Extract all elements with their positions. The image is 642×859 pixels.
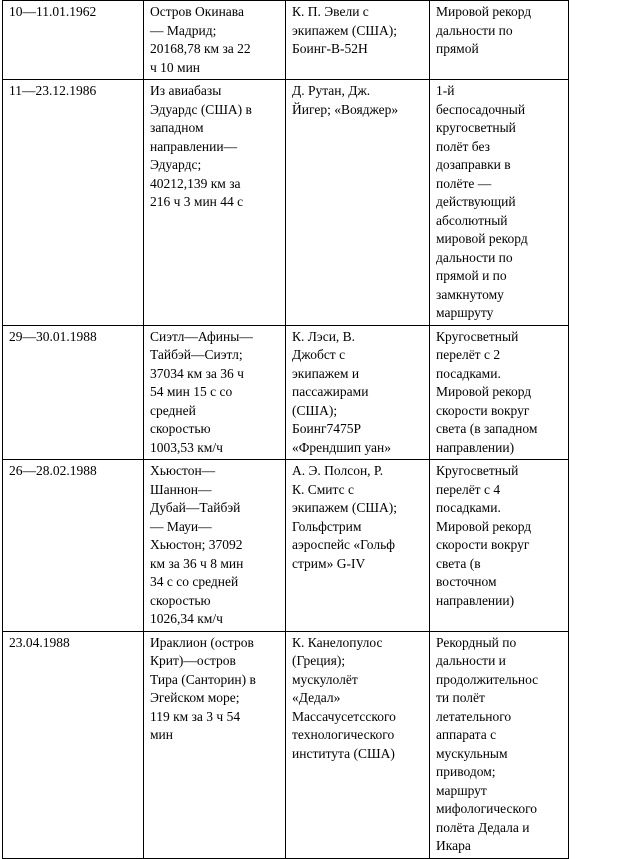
route-cell: [144, 460, 286, 632]
description-text: Рекордный по дальности и продолжительнос ти полёт летательного аппарата с мускульным приводом; маршрут мифологического полёта Дедала и Икара: [436, 634, 539, 853]
date-cell: [3, 80, 144, 326]
records-table: [2, 0, 569, 859]
crew-text: К. Канелопулос (Греция); мускулолёт «Дедал» Массачусетсского технологического института (США): [292, 634, 396, 761]
date-cell: [3, 631, 144, 858]
route-cell: [144, 325, 286, 460]
date-text: 23.04.1988: [9, 634, 70, 650]
route-cell: [144, 1, 286, 80]
description-text: Мировой рекорд дальности по прямой: [436, 4, 532, 56]
crew-text: Д. Рутан, Дж. Йигер; «Вояджер»: [292, 83, 399, 117]
crew-cell: [286, 460, 430, 632]
crew-text: К. П. Эвели с экипажем (США); Боинг-В-52Н: [292, 4, 397, 56]
description-text: Кругосветный перелёт с 4 посадками. Мировой рекорд скорости вокруг света (в восточном направлении): [436, 463, 532, 608]
route-cell: [144, 80, 286, 326]
crew-cell: [286, 1, 430, 80]
crew-cell: [286, 631, 430, 858]
date-cell: [3, 1, 144, 80]
date-cell: [3, 325, 144, 460]
route-cell: [144, 631, 286, 858]
date-text: 11—23.12.1986: [9, 83, 97, 98]
table-row: [3, 631, 569, 858]
description-cell: [430, 325, 569, 460]
table-row: [3, 460, 569, 632]
description-text: 1-й беспосадочный кругосветный полёт без дозаправки в полёте — действующий абсолютный мировой рекорд дальности по прямой и по замкнутому маршруту: [436, 83, 528, 320]
date-text: 26—28.02.1988: [9, 463, 97, 478]
description-cell: [430, 1, 569, 80]
route-text: Хьюстон— Шаннон— Дубай—Тайбэй — Мауи— Хьюстон; 37092 км за 36 ч 8 мин 34 с со средней скоростью 1026,34 км/ч: [150, 463, 244, 626]
crew-cell: [286, 80, 430, 326]
crew-text: А. Э. Полсон, Р. К. Смитс с экипажем (США); Гольфстрим аэроспейс «Гольф стрим» G-IV: [292, 463, 397, 571]
crew-cell: [286, 325, 430, 460]
route-text: Ираклион (остров Крит)—остров Тира (Санторин) в Эгейском море; 119 км за 3 ч 54 мин: [150, 634, 256, 742]
route-text: Остров Окинава — Мадрид; 20168,78 км за 22 ч 10 мин: [150, 4, 251, 75]
description-cell: [430, 460, 569, 632]
route-text: Из авиабазы Эдуардс (США) в западном направлении— Эдуардс; 40212,139 км за 216 ч 3 мин 44 с: [150, 83, 252, 209]
date-text: 29—30.01.1988: [9, 328, 97, 344]
table-row: [3, 80, 569, 326]
description-cell: [430, 80, 569, 326]
crew-text: К. Лэси, В. Джобст с экипажем и пассажирами (США); Боинг7475Р «Френдшип уан»: [292, 328, 392, 455]
date-cell: [3, 460, 144, 632]
description-cell: [430, 631, 569, 858]
description-text: Кругосветный перелёт с 2 посадками. Мировой рекорд скорости вокруг света (в западном направлении): [436, 328, 538, 455]
date-text: 10—11.01.1962: [9, 4, 97, 19]
table-row: [3, 1, 569, 80]
table-row: [3, 325, 569, 460]
route-text: Сиэтл—Афины— Тайбэй—Сиэтл; 37034 км за 36 ч 54 мин 15 с со средней скоростью 1003,53 км/ч: [150, 328, 253, 455]
